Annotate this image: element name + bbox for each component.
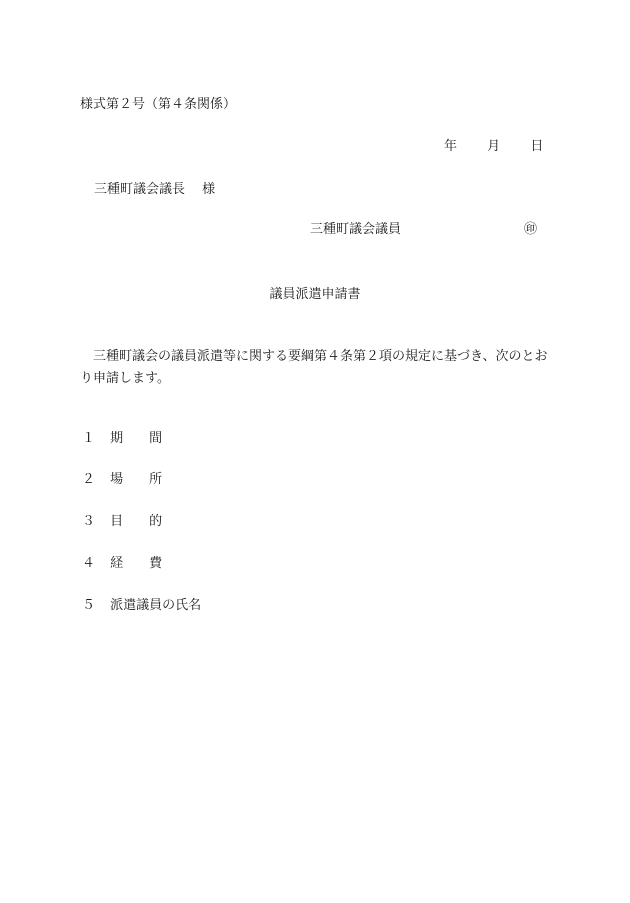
date-day-label: 日	[530, 139, 544, 154]
item-label-char: 場	[110, 472, 124, 487]
item-label	[110, 556, 162, 571]
item-member-names	[82, 598, 201, 615]
body-paragraph: 三種町議会の議員派遣等に関する要綱第４条第２項の規定に基づき、次のとおり申請します。	[80, 349, 548, 386]
document-title: 議員派遣申請書	[269, 287, 361, 302]
item-label-char: 的	[149, 514, 163, 529]
item-label-char: 期	[110, 431, 124, 446]
applicant	[310, 222, 538, 239]
item-number: ５	[82, 598, 96, 613]
date-line	[444, 139, 543, 156]
addressee-honorific: 様	[202, 182, 216, 197]
item-number: ２	[82, 472, 96, 487]
addressee	[94, 182, 215, 199]
item-period	[82, 431, 162, 448]
applicant-label: 三種町議会議員	[310, 222, 402, 237]
seal-mark: ㊞	[524, 222, 538, 237]
item-number: １	[82, 431, 96, 446]
item-purpose	[82, 514, 162, 531]
form-number: 様式第２号（第４条関係）	[80, 97, 237, 112]
item-place	[82, 472, 162, 489]
item-label-char: 間	[149, 431, 163, 446]
date-month-label: 月	[487, 139, 501, 154]
item-label: 派遣議員の氏名	[110, 598, 202, 613]
date-year-label: 年	[444, 139, 458, 154]
item-label-char: 経	[110, 556, 124, 571]
item-label	[110, 431, 162, 446]
item-label-char: 所	[149, 472, 163, 487]
item-label-char: 目	[110, 514, 124, 529]
addressee-name: 三種町議会議長	[94, 182, 186, 197]
item-expenses	[82, 556, 162, 573]
item-number: ４	[82, 556, 96, 571]
item-label-char: 費	[149, 556, 163, 571]
item-label	[110, 514, 162, 529]
item-label	[110, 472, 162, 487]
item-number: ３	[82, 514, 96, 529]
